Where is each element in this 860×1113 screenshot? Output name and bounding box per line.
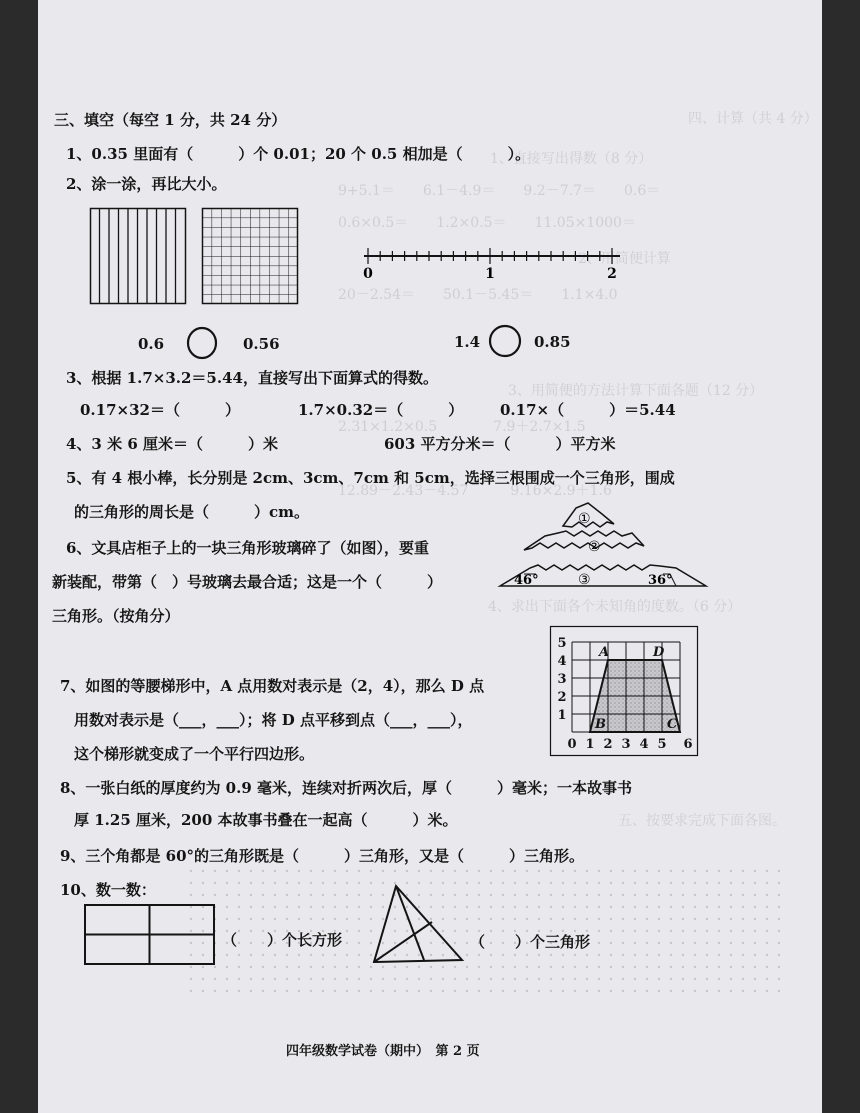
question-8-line-2: 厚 1.25 厘米，200 本故事书叠在一起高（ ）米。 [74,811,458,829]
compare-circle-left[interactable] [186,326,218,360]
rectangle-count-figure [84,904,216,966]
number-line-label-0: 0 [363,266,373,282]
y-tick-2: 2 [557,690,567,705]
q3-item-2: 1.7×0.32＝（ ） [298,401,464,419]
question-9: 9、三个角都是 60°的三角形既是（ ）三角形，又是（ ）三角形。 [60,847,585,865]
broken-glass-figure [500,500,704,592]
question-6-line-2: 新装配，带第（ ）号玻璃去最合适；这是一个（ ） [52,573,443,591]
triangle-count-figure [372,884,466,964]
hundredths-grid [202,208,298,304]
x-tick-6: 6 [683,737,693,752]
section-header: 三、填空（每空 1 分，共 24 分） [54,111,287,129]
x-tick-4: 4 [639,737,649,752]
exam-page: 四、计算（共 4 分） 1、直接写出得数（8 分） 9+5.1＝ 6.1－4.9＝ 9.2－7.7＝ 0.6＝ 0.6×0.5＝ 1.2×0.5＝ 11.05×1000＝ 2、用简便计算 20－2.54＝ 50.1－5.45＝ 1.1×4.0 3、用简便的方法计算下面各题（12 分） 2.31×1.2×0.5 7.9＋2.7×1.5 12.89－2.43－4.57 9.16×2.9＋1.6 4、求出下面各个未知角的度数。（6 分） 五、按要求完成下面各图。 三、填空（每空 1 分，共 24 分） 1、0.35 里面有（ ）个 0.01；20 个 0.5 相加是（ ）。 2、涂一涂，再比大小。 0 1 2 0.6 0.56 1.4 0.85 3、根据 1.7×3.2＝5.44，直接写出下面算式的得数。 0.17×32＝（ ） 1.7×0.32＝（ ） 0.17×（ ）＝5.44 4、3 米 6 厘米＝（ ）米 603 平方分米＝（ ）平方米 5、有 4 根小棒，长分别是 2cm、3cm、7cm 和 5cm，选择三根围成一个三角形，围成 的三角形的周长是（ ）cm。 6、文具店柜子上的一块三角形玻璃碎了（如图），要重 新装配，带第（ ）号玻璃去最合适；这是一个（ ） 三角形。（按角分） ① ② ③ 46° 36° 7、如图的等腰梯形中，A 点用数对表示是（2，4），那么 D 点 用数对表示是（___，___）；将 D 点平移到点（___，___）， 这个梯形就变成了一个平行四边形。 5 4 3 2 1 0 1 2 3 4 5 6 A D B C 8、一张白纸的厚度约为 0.9 毫米，连续对折两次后，厚（ ）毫米；一本故事书 厚 1.25 厘米，200 本故事书叠在一起高（ ）米。 9、三个角都是 60°的三角形既是（ ）三角形，又是（ ）三角形。 10、数一数： （ ）个长方形 （ ）个三角形 四年级数学试卷（期中） 第 2 页 [38,0,822,1113]
question-7-line-2: 用数对表示是（___，___）；将 D 点平移到点（___，___）， [74,711,473,729]
number-line [364,246,624,282]
question-4-left: 4、3 米 6 厘米＝（ ）米 [66,435,278,453]
glass-piece-1-label: ① [578,511,591,527]
y-tick-1: 1 [557,708,567,723]
point-d-label: D [653,645,665,660]
point-b-label: B [595,717,606,732]
x-tick-5: 5 [657,737,667,752]
number-line-label-1: 1 [485,266,495,282]
compare-left-b: 0.56 [243,335,280,353]
q3-item-3: 0.17×（ ）＝5.44 [500,401,676,419]
question-6-line-1: 6、文具店柜子上的一块三角形玻璃碎了（如图），要重 [66,539,429,557]
compare-right-a: 1.4 [454,333,481,351]
angle-label-right: 36° [648,573,673,588]
compare-left-a: 0.6 [138,335,165,353]
tenths-grid [90,208,186,304]
compare-right-b: 0.85 [534,333,571,351]
compare-circle-right[interactable] [488,324,522,358]
q3-item-1: 0.17×32＝（ ） [80,401,240,419]
question-2: 2、涂一涂，再比大小。 [66,175,227,193]
triangle-count-answer: （ ）个三角形 [470,933,591,951]
question-6-line-3: 三角形。（按角分） [52,607,180,625]
question-4-right: 603 平方分米＝（ ）平方米 [384,435,616,453]
glass-piece-3-label: ③ [578,572,591,588]
point-a-label: A [599,645,610,660]
y-tick-5: 5 [557,636,567,651]
x-tick-1: 1 [585,737,595,752]
rectangle-count-answer: （ ）个长方形 [222,931,343,949]
question-7-line-1: 7、如图的等腰梯形中，A 点用数对表示是（2，4），那么 D 点 [60,677,485,695]
y-tick-4: 4 [557,654,567,669]
point-c-label: C [667,717,678,732]
question-1: 1、0.35 里面有（ ）个 0.01；20 个 0.5 相加是（ ）。 [66,145,531,163]
question-3: 3、根据 1.7×3.2＝5.44，直接写出下面算式的得数。 [66,369,438,387]
question-5-line-2: 的三角形的周长是（ ）cm。 [74,503,310,521]
question-5-line-1: 5、有 4 根小棒，长分别是 2cm、3cm、7cm 和 5cm，选择三根围成一个三角形，围成 [66,469,675,487]
question-10: 10、数一数： [60,881,156,899]
page-footer: 四年级数学试卷（期中） 第 2 页 [286,1044,480,1059]
question-7-line-3: 这个梯形就变成了一个平行四边形。 [74,745,315,763]
glass-piece-2-label: ② [588,539,601,555]
y-tick-3: 3 [557,672,567,687]
x-tick-2: 2 [603,737,613,752]
x-tick-0: 0 [567,737,577,752]
x-tick-3: 3 [621,737,631,752]
number-line-label-2: 2 [607,266,617,282]
question-8-line-1: 8、一张白纸的厚度约为 0.9 毫米，连续对折两次后，厚（ ）毫米；一本故事书 [60,779,632,797]
trapezoid-grid-figure [550,626,698,756]
angle-label-left: 46° [514,573,539,588]
